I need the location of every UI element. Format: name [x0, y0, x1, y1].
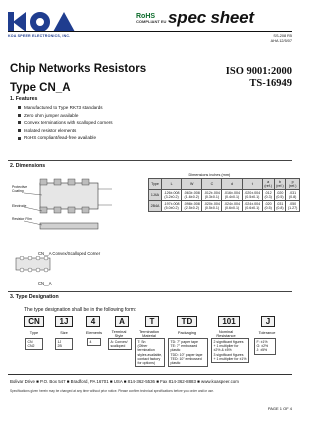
option-box-type: CN CN2	[25, 338, 43, 350]
footer-address: Bolivar Drive ■ P.O. Box 547 ■ Bradford, PA 16701 ■ USA ■ 814-362-5536 ■ Fax 814-362-8883 ■ www.koaspeer.com	[10, 379, 239, 384]
table-row	[149, 201, 300, 212]
header-divider	[8, 31, 292, 32]
logo-letter-a-icon	[53, 12, 75, 32]
table-cell: .024±.004 (0.6±0.1)	[222, 201, 242, 212]
part-label-tolerance: Tolerance	[258, 330, 276, 335]
features-list	[18, 104, 113, 142]
column-header: L	[161, 179, 181, 190]
drawing-label-coating: Protective Coating	[12, 185, 28, 193]
column-header: Type	[149, 179, 162, 190]
part-label-packaging: Packaging	[177, 330, 197, 335]
type-designation-intro: The type designation shall be in the following form:	[24, 307, 137, 313]
table-cell: .020 (0.5)	[274, 190, 286, 201]
table-cell: .024±.004 (0.6±0.1)	[242, 201, 262, 212]
page-subtitle: Type CN_A	[10, 82, 71, 94]
table-cell: .031 (0.8)	[274, 201, 286, 212]
part-label-resistance: Nominal Resistance	[216, 329, 236, 339]
document-number	[271, 34, 292, 45]
option-box-tolerance: F: ±1% G: ±2% J: ±5%	[254, 338, 276, 355]
option-box-size: 1J 2B	[55, 338, 73, 350]
column-header: a (ref.)	[262, 179, 274, 190]
table-cell: .020±.004 (0.5±0.1)	[202, 201, 222, 212]
table-cell: .197±.008 (5.0±0.2)	[161, 201, 181, 212]
part-code-resistance: 101	[218, 316, 240, 327]
convex-corner-drawing	[14, 256, 52, 284]
logo-letter-o-icon	[30, 12, 50, 32]
feature-item: Isolated resistor elements	[18, 127, 113, 135]
table-cell: .012±.004 (0.3±0.1)	[202, 190, 222, 201]
table-row	[149, 190, 300, 201]
option-box-termination: T: Sn (Other termination styles available, contact factory for options)	[135, 338, 165, 367]
features-heading: 1. Features	[10, 96, 38, 102]
option-box-resistance: 2 significant figures + 1 multiplier for ±2% & ±5% 3 significant figures + 1 multiplier for ±1%	[211, 338, 249, 363]
doc-number-text: SS-208 R5	[273, 34, 292, 38]
column-header: p (ref.)	[286, 179, 300, 190]
feature-item: Convex terminations with scalloped corners	[18, 119, 113, 127]
section-divider	[8, 160, 292, 161]
table-cell: .098±.008 (2.5±0.2)	[182, 201, 202, 212]
table-header-row	[149, 179, 300, 190]
rohs-label: RoHS	[136, 13, 156, 20]
part-label-size: Size	[60, 330, 68, 335]
footer-country: USA	[113, 379, 123, 384]
type-designation-heading: 3. Type Designation	[10, 294, 59, 300]
drawing-label-resistor-film: Resistor Film	[12, 217, 32, 221]
dimensions-table	[148, 172, 300, 212]
feature-item: Manufactured to Type RK73 standards	[18, 104, 113, 112]
footer-divider	[8, 374, 292, 375]
footer-disclaimer: Specifications given herein may be changed at any time without prior notice. Please confirm technical specifications before you order and/or use.	[10, 389, 214, 393]
dimensions-table-caption: Dimensions inches (mm)	[188, 173, 231, 177]
table-cell: .126±.008 (3.2±0.2)	[161, 190, 181, 201]
table-cell: .020±.004 (0.5±0.1)	[242, 190, 262, 201]
table-cell: 1J4A	[149, 190, 162, 201]
part-label-type: Type	[29, 330, 39, 335]
spec-sheet-title: spec sheet	[168, 8, 254, 27]
page-number: PAGE 1 OF 4	[267, 406, 292, 411]
part-code-elements: 4	[86, 316, 100, 327]
footer-website-link[interactable]: www.koaspeer.com	[201, 379, 239, 384]
feature-item: Zero ohm jumper available	[18, 112, 113, 120]
koa-logo	[8, 10, 80, 38]
option-box-terminal: A: Convex/ scalloped	[108, 338, 132, 350]
footer-street: Bolivar Drive	[10, 379, 35, 384]
part-code-termination: T	[145, 316, 159, 327]
part-number-row	[24, 316, 275, 327]
part-code-size: 1J	[55, 316, 73, 327]
part-label-termination: Termination Material	[138, 329, 160, 339]
footer-city: Bradford, PA 16701	[70, 379, 109, 384]
logo-letter-k-icon	[8, 12, 28, 32]
option-box-elements: 4	[87, 338, 101, 346]
column-header: C	[202, 179, 222, 190]
drawing-caption-corner: CN__A Convex/Scalloped Corner	[38, 251, 101, 256]
part-code-tolerance: J	[261, 316, 275, 327]
column-header: b (ref.)	[274, 179, 286, 190]
iso-9001-label: ISO 9001:2000	[225, 66, 292, 77]
column-header: W	[182, 179, 202, 190]
table-cell: .012 (0.3)	[262, 190, 274, 201]
doc-date-text: AHA 12/5/07	[270, 39, 292, 44]
ts-16949-label: TS-16949	[249, 77, 292, 89]
drawing-label-electrode: Electrode	[12, 204, 27, 208]
rohs-sub-label: COMPLIANT EU	[136, 19, 167, 24]
footer-pobox: P.O. Box 547	[39, 379, 66, 384]
table-cell: .063±.008 (1.6±0.2)	[182, 190, 202, 201]
footer-phone: 814-362-5536	[127, 379, 155, 384]
table-cell: .031 (0.8)	[286, 190, 300, 201]
footer-fax: Fax 814-362-8883	[160, 379, 196, 384]
table-cell: .016±.004 (0.4±0.1)	[222, 190, 242, 201]
koa-logo-mark	[8, 10, 80, 32]
option-box-packaging: TD: 7" paper tape TE: 7" embossed plastic TDD: 10" paper tape TED: 10" embossed plastic	[168, 338, 208, 367]
part-code-terminal: A	[115, 316, 129, 327]
rohs-badge	[136, 13, 166, 24]
page-title: Chip Networks Resistors	[10, 63, 147, 75]
drawing-caption-type: CN__A	[38, 281, 52, 286]
feature-item: RoHS compliant/lead-free available	[18, 134, 113, 142]
table-cell: 2B4A	[149, 201, 162, 212]
table-cell: .050 (1.27)	[286, 201, 300, 212]
table-cell: .020 (0.5)	[262, 201, 274, 212]
part-code-type: CN	[24, 316, 44, 327]
logo-subtitle: KOA SPEER ELECTRONICS, INC.	[8, 34, 71, 38]
part-code-packaging: TD	[177, 316, 197, 327]
section-divider	[8, 291, 292, 292]
column-header: d	[222, 179, 242, 190]
part-label-elements: Elements	[85, 330, 103, 335]
iso-certification	[226, 66, 292, 89]
dimensions-heading: 2. Dimensions	[10, 163, 46, 169]
column-header: t	[242, 179, 262, 190]
part-label-terminal: Terminal Style	[111, 329, 127, 339]
